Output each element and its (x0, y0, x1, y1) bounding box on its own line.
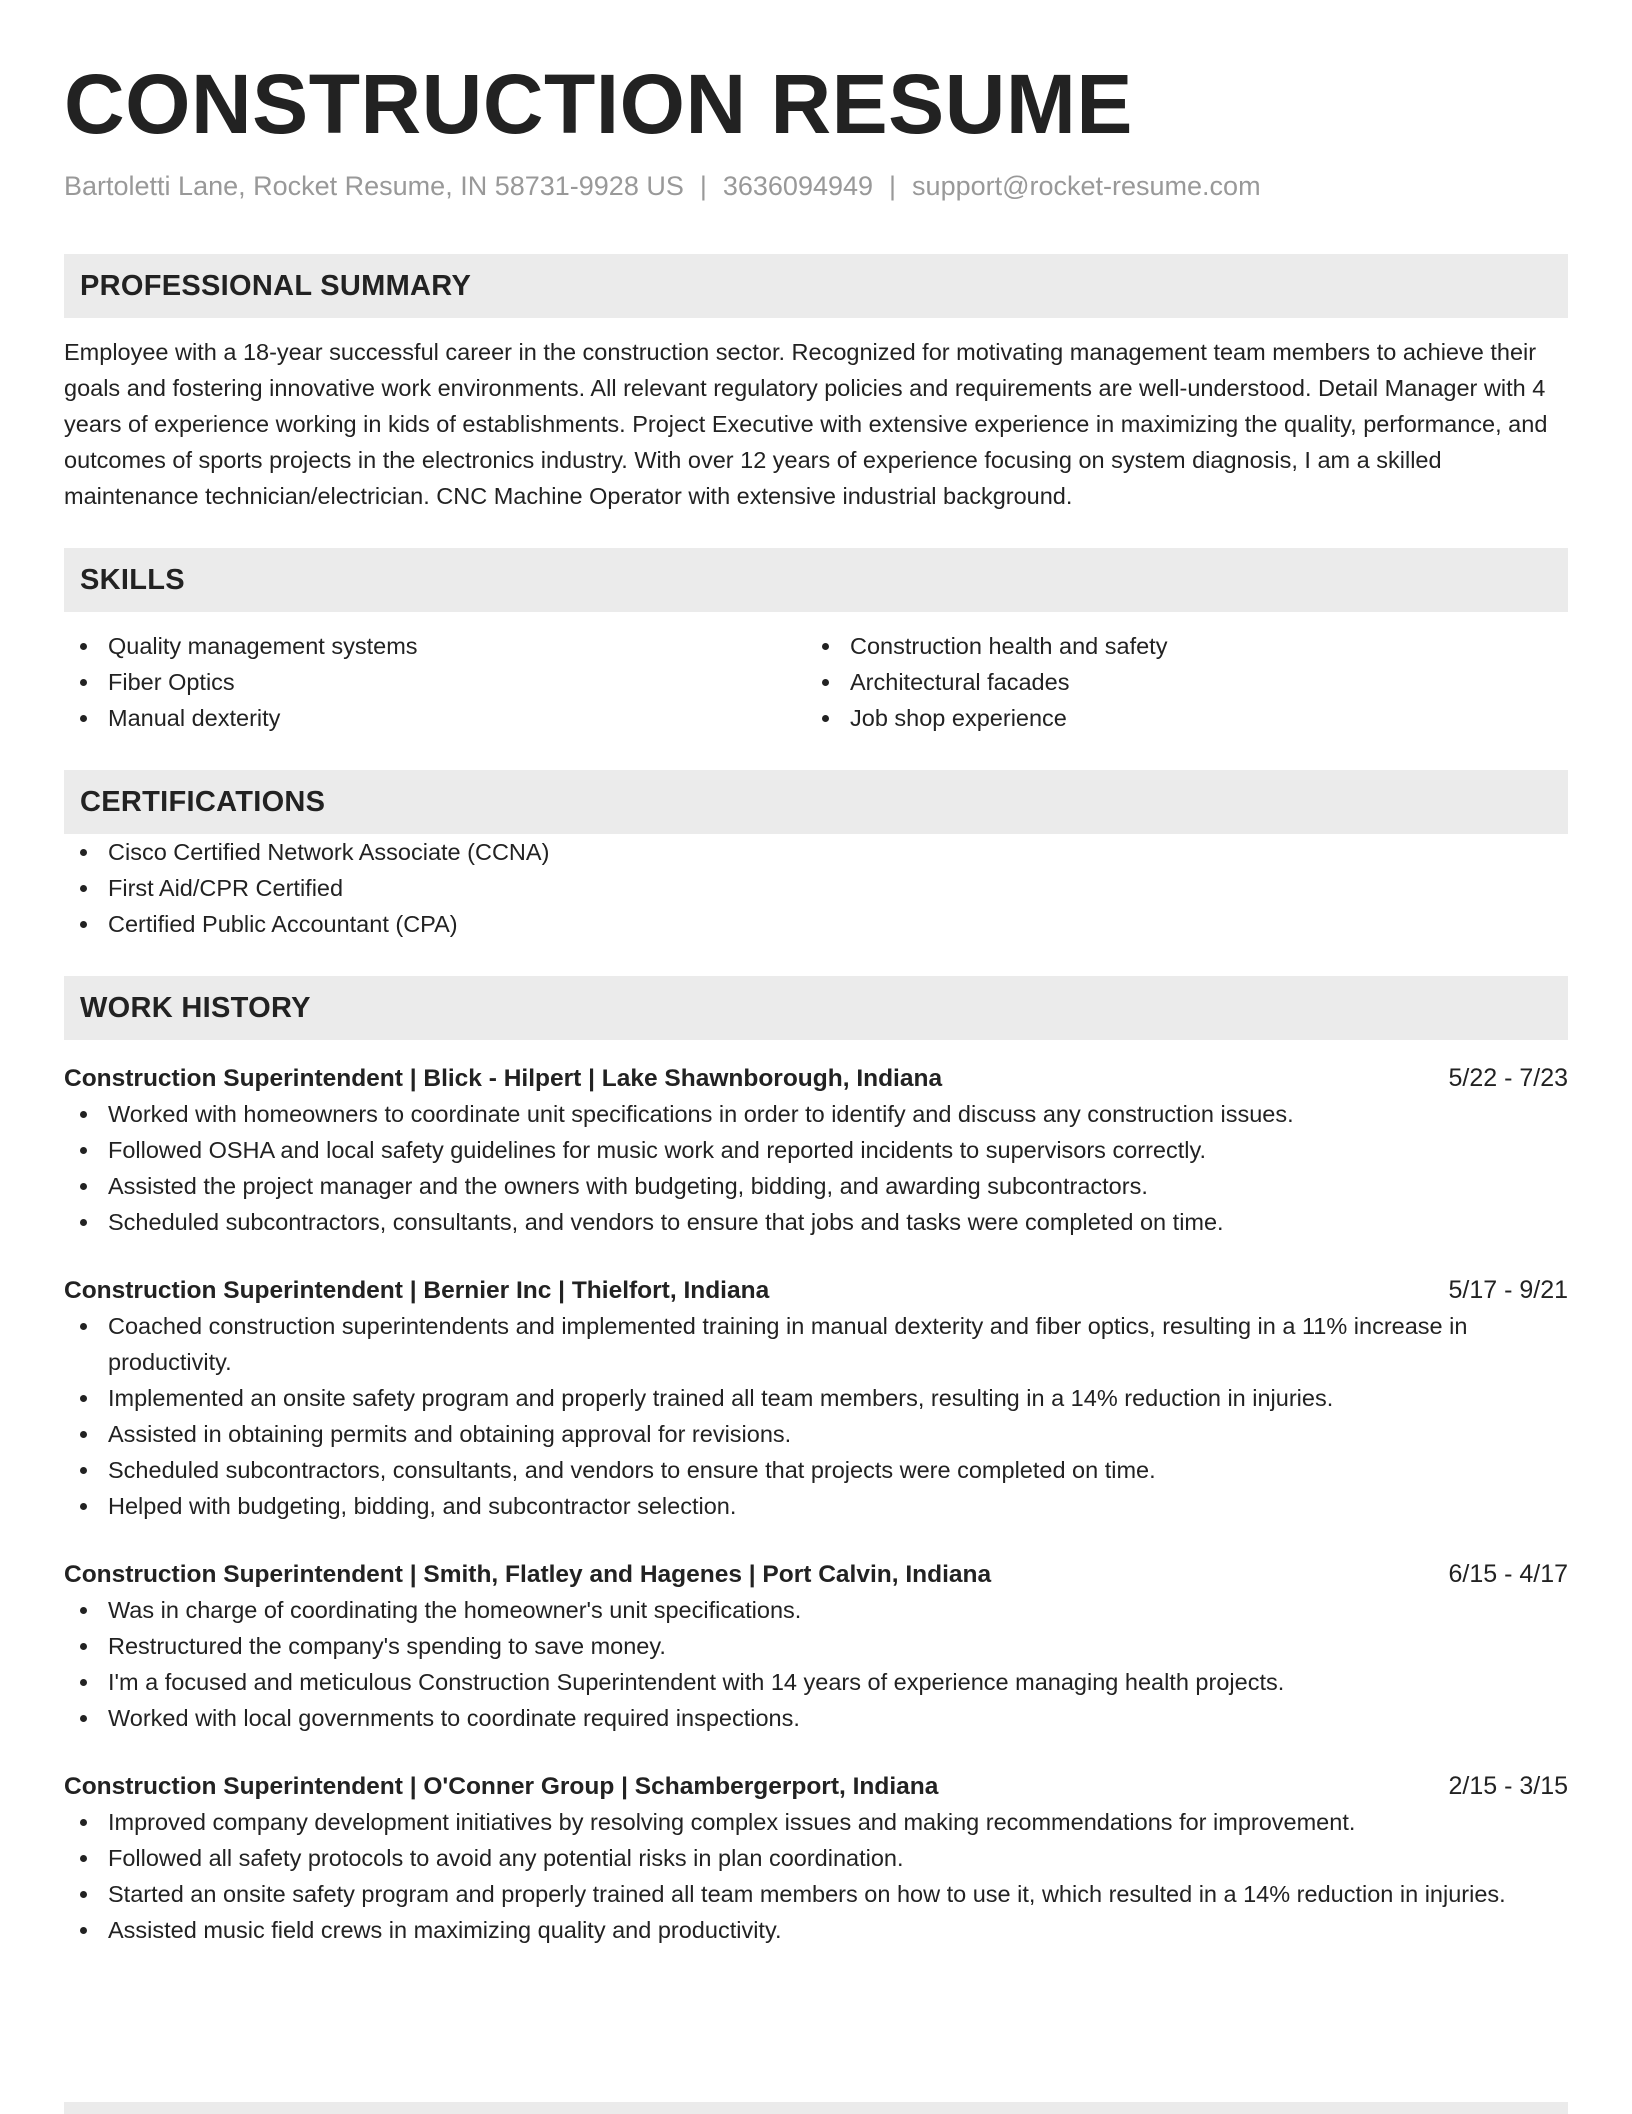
job-bullets (64, 1308, 1568, 1524)
certification-item: Cisco Certified Network Associate (CCNA) (64, 834, 1568, 870)
certification-item: Certified Public Accountant (CPA) (64, 906, 1568, 942)
certification-item: First Aid/CPR Certified (64, 870, 1568, 906)
job-title: Construction Superintendent | Blick - Hilpert | Lake Shawnborough, Indiana (64, 1065, 943, 1092)
contact-address: Bartoletti Lane, Rocket Resume, IN 58731-9928 US (64, 171, 684, 201)
job-bullet: Assisted in obtaining permits and obtaining approval for revisions. (64, 1416, 1568, 1452)
skills-grid (64, 628, 1568, 736)
job-bullets (64, 1096, 1568, 1240)
job-entry (64, 1556, 1568, 1736)
contact-separator: | (699, 171, 707, 201)
job-dates: 6/15 - 4/17 (1448, 1560, 1568, 1588)
job-bullet: Helped with budgeting, bidding, and subcontractor selection. (64, 1488, 1568, 1524)
skill-item: Fiber Optics (64, 664, 806, 700)
job-dates: 5/22 - 7/23 (1448, 1064, 1568, 1092)
job-bullet: Followed all safety protocols to avoid any potential risks in plan coordination. (64, 1840, 1568, 1876)
skills-list-right (806, 628, 1548, 736)
summary-text: Employee with a 18-year successful career in the construction sector. Recognized for motivating management team members to achieve their goals and fostering innovative work environments. All relevant regulatory policies and requirements are well-understood. Detail Manager with 4 years of experience working in kids of establishments. Project Executive with extensive experience in maximizing the quality, performance, and outcomes of sports projects in the electronics industry. With over 12 years of experience focusing on system diagnosis, I am a skilled maintenance technician/electrician. CNC Machine Operator with extensive industrial background. (64, 339, 1548, 509)
summary-heading: PROFESSIONAL SUMMARY (64, 254, 1568, 318)
job-bullets (64, 1804, 1568, 1948)
job-bullets (64, 1592, 1568, 1736)
skills-column-right (806, 628, 1548, 736)
job-bullet: Worked with homeowners to coordinate unit specifications in order to identify and discuss any construction issues. (64, 1096, 1568, 1132)
job-bullet: Coached construction superintendents and implemented training in manual dexterity and fiber optics, resulting in a 11% increase in productivity. (64, 1308, 1568, 1380)
job-title: Construction Superintendent | O'Conner Group | Schambergerport, Indiana (64, 1773, 939, 1800)
skill-item: Quality management systems (64, 628, 806, 664)
job-entry (64, 1768, 1568, 1948)
job-title-row (64, 1556, 1568, 1592)
contact-email: support@rocket-resume.com (912, 171, 1261, 201)
job-bullet: Was in charge of coordinating the homeowner's unit specifications. (64, 1592, 1568, 1628)
contact-phone: 3636094949 (722, 171, 874, 201)
skill-item: Job shop experience (806, 700, 1548, 736)
job-bullet: I'm a focused and meticulous Construction Superintendent with 14 years of experience managing health projects. (64, 1664, 1568, 1700)
skills-column-left (64, 628, 806, 736)
job-entry (64, 1272, 1568, 1524)
job-entry (64, 1060, 1568, 1240)
work-history-heading: WORK HISTORY (64, 976, 1568, 1040)
job-title: Construction Superintendent | Smith, Flatley and Hagenes | Port Calvin, Indiana (64, 1561, 992, 1588)
job-title-row (64, 1768, 1568, 1804)
job-title-row (64, 1272, 1568, 1308)
contact-separator: | (889, 171, 897, 201)
certifications-list (64, 834, 1568, 942)
skill-item: Construction health and safety (806, 628, 1548, 664)
contact-line (64, 168, 1568, 204)
next-section-band (64, 2102, 1568, 2114)
skill-item: Architectural facades (806, 664, 1548, 700)
job-dates: 2/15 - 3/15 (1448, 1772, 1568, 1800)
skill-item: Manual dexterity (64, 700, 806, 736)
job-bullet: Started an onsite safety program and properly trained all team members on how to use it, which resulted in a 14% reduction in injuries. (64, 1876, 1568, 1912)
skills-heading: SKILLS (64, 548, 1568, 612)
skills-list-left (64, 628, 806, 736)
job-bullet: Worked with local governments to coordinate required inspections. (64, 1700, 1568, 1736)
job-dates: 5/17 - 9/21 (1448, 1276, 1568, 1304)
job-bullet: Scheduled subcontractors, consultants, and vendors to ensure that jobs and tasks were completed on time. (64, 1204, 1568, 1240)
job-title-row (64, 1060, 1568, 1096)
job-bullet: Assisted the project manager and the owners with budgeting, bidding, and awarding subcontractors. (64, 1168, 1568, 1204)
job-bullet: Scheduled subcontractors, consultants, and vendors to ensure that projects were completed on time. (64, 1452, 1568, 1488)
job-bullet: Implemented an onsite safety program and properly trained all team members, resulting in a 14% reduction in injuries. (64, 1380, 1568, 1416)
job-bullet: Improved company development initiatives by resolving complex issues and making recommendations for improvement. (64, 1804, 1568, 1840)
job-bullet: Followed OSHA and local safety guidelines for music work and reported incidents to supervisors correctly. (64, 1132, 1568, 1168)
job-bullet: Assisted music field crews in maximizing quality and productivity. (64, 1912, 1568, 1948)
job-title: Construction Superintendent | Bernier Inc | Thielfort, Indiana (64, 1277, 770, 1304)
job-bullet: Restructured the company's spending to save money. (64, 1628, 1568, 1664)
certifications-heading: CERTIFICATIONS (64, 770, 1568, 834)
resume-title: CONSTRUCTION RESUME (64, 57, 1133, 151)
